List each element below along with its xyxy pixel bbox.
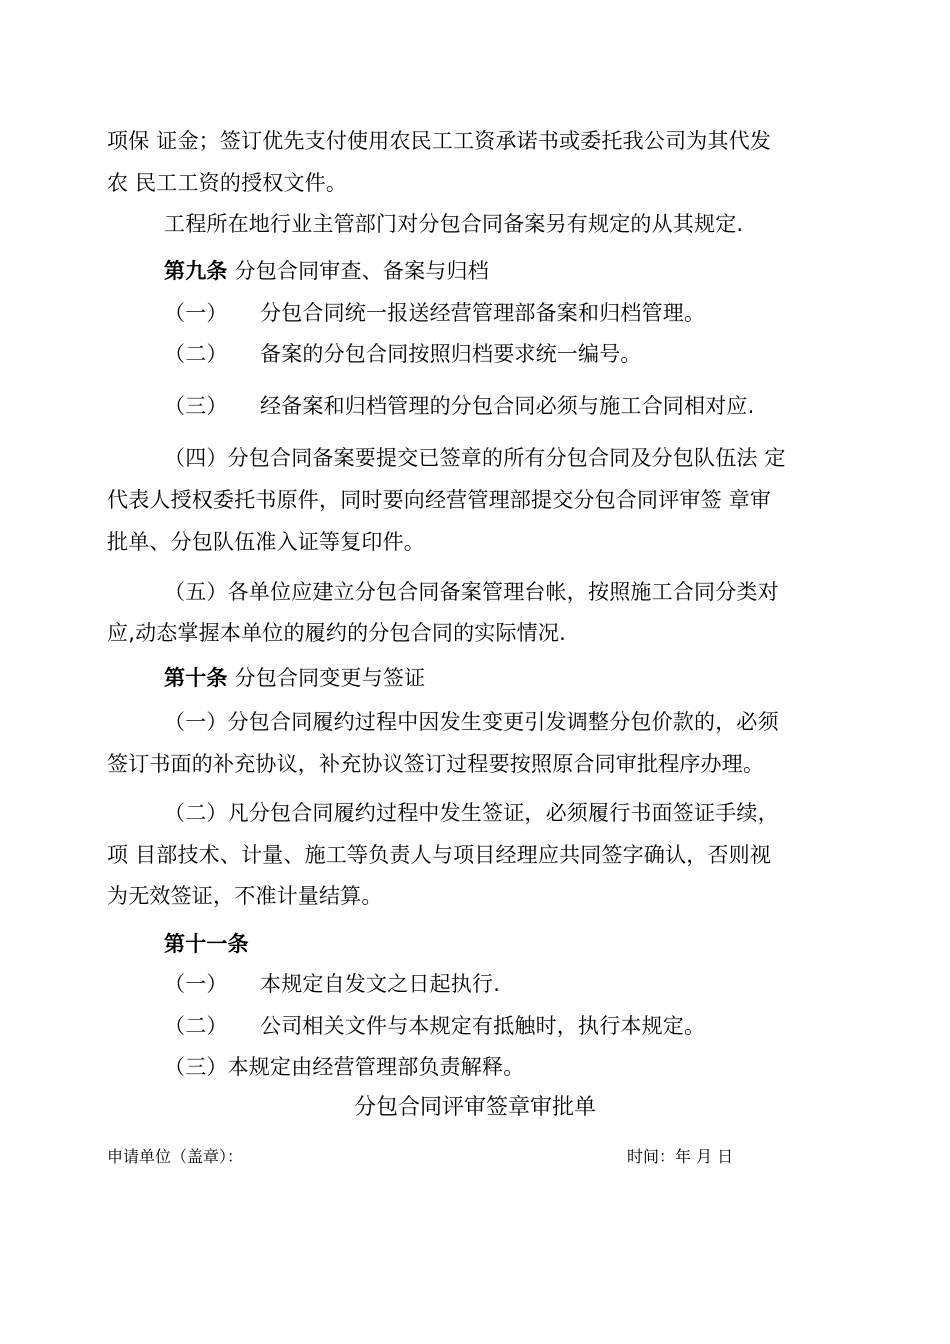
item-label: （二） [164, 342, 228, 366]
paragraph-line: （二）凡分包合同履约过程中发生签证，必须履行书面签证手续， [164, 801, 779, 825]
item-text: 分包合同统一报送经营管理部备案和归档管理。 [260, 301, 706, 325]
paragraph-line: 代表人授权委托书原件，同时要向经营管理部提交分包合同评审签 章审 [107, 488, 772, 512]
article-title: 分包合同审查、备案与归档 [234, 259, 489, 283]
list-item [164, 299, 705, 327]
article-title: 分包合同变更与签证 [234, 666, 426, 690]
paragraph-line: 批单、分包队伍准入证等复印件。 [107, 530, 425, 554]
applicant-label: 申请单位（盖章）： [107, 1147, 244, 1166]
article-11-heading: 第十一条 [164, 932, 249, 956]
item-text: 经备案和归档管理的分包合同必须与施工合同相对应. [260, 394, 755, 418]
paragraph-line: 签订书面的补充协议，补充协议签订过程要按照原合同审批程序办理。 [107, 752, 765, 776]
item-text: 备案的分包合同按照归档要求统一编号。 [260, 342, 642, 366]
paragraph-line: 农 民工工资的授权文件。 [107, 171, 348, 195]
paragraph-line: 为无效签证，不准计量结算。 [107, 884, 383, 908]
paragraph-line: （三）本规定由经营管理部负责解释。 [164, 1055, 525, 1079]
paragraph-line: 应,动态掌握本单位的履约的分包合同的实际情况. [107, 621, 566, 645]
form-title: 分包合同评审签章审批单 [353, 1095, 596, 1120]
list-item [164, 340, 642, 368]
list-item [164, 970, 500, 998]
item-label: （二） [164, 1014, 228, 1038]
list-item [164, 1012, 705, 1040]
paragraph-line: 项保 证金；签订优先支付使用农民工工资承诺书或委托我公司为其代发 [107, 129, 772, 153]
paragraph-line: （四）分包合同备案要提交已签章的所有分包合同及分包队伍法 定 [164, 446, 786, 470]
item-label: （一） [164, 301, 228, 325]
article-number: 第九条 [164, 259, 228, 283]
paragraph-line: 工程所在地行业主管部门对分包合同备案另有规定的从其规定. [164, 212, 744, 236]
article-9-heading [164, 257, 489, 285]
list-item [164, 392, 754, 420]
date-label: 时间：年 月 日 [627, 1147, 734, 1166]
item-label: （三） [164, 394, 228, 418]
article-number: 第十条 [164, 666, 228, 690]
paragraph-line: （五）各单位应建立分包合同备案管理台帐，按照施工合同分类对 [164, 580, 779, 604]
item-text: 公司相关文件与本规定有抵触时，执行本规定。 [260, 1014, 706, 1038]
paragraph-line: （一）分包合同履约过程中因发生变更引发调整分包价款的，必须 [164, 710, 779, 734]
paragraph-line: 项 目部技术、计量、施工等负责人与项目经理应共同签字确认，否则视 [107, 843, 772, 867]
item-label: （一） [164, 972, 228, 996]
item-text: 本规定自发文之日起执行. [260, 972, 501, 996]
article-10-heading [164, 664, 425, 692]
